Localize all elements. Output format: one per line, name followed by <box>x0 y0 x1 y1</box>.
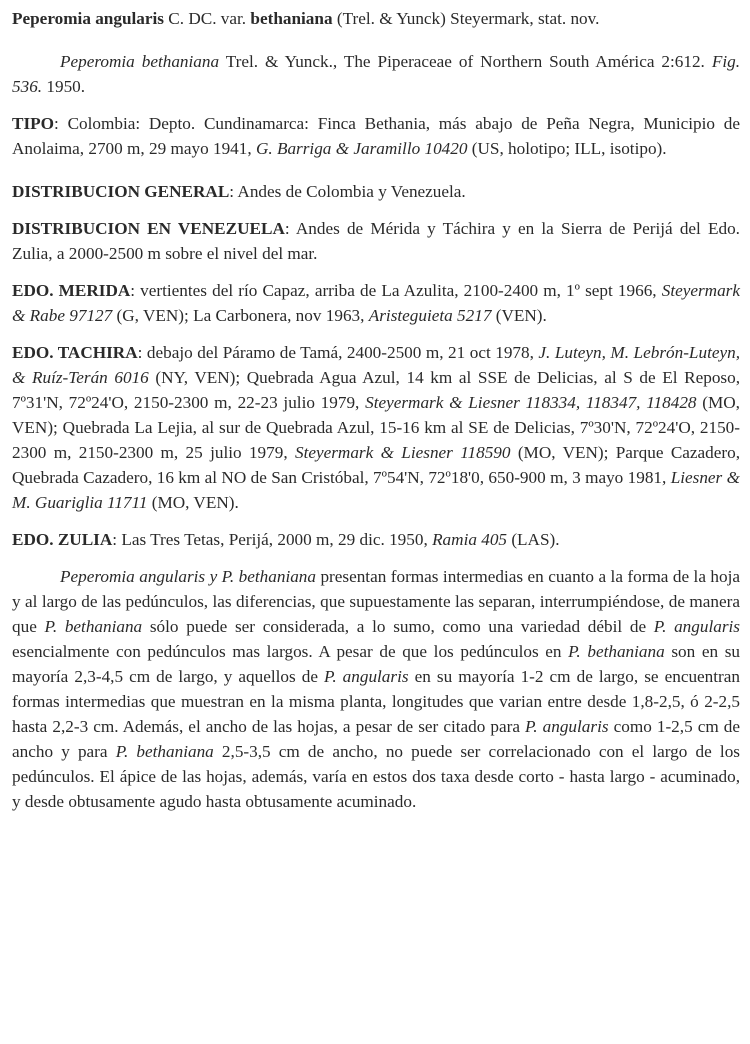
basionym-paragraph <box>12 49 740 99</box>
tachira-text: : debajo del Páramo de Tamá, 2400-2500 m, 21 oct 1978, <box>137 343 539 362</box>
tipo-herbaria: (US, holotipo; ILL, isotipo). <box>467 139 667 158</box>
discussion-text: son en su mayoría 2,3-4,5 cm de largo, y aquellos de <box>12 642 740 686</box>
dist-venezuela-label: DISTRIBUCION EN VENEZUELA <box>12 219 285 238</box>
tachira-collector: Liesner & M. Guariglia 11711 <box>12 468 740 512</box>
discussion-taxon: P. bethaniana <box>115 742 214 761</box>
discussion-text: como 1-2,5 cm de ancho y para <box>12 717 741 761</box>
heading-rest: (Trel. & Yunck) Steyermark, stat. nov. <box>332 9 600 28</box>
tachira-text: (MO, VEN); Quebrada La Lejia, al sur de Quebrada Azul, 15-16 km al SE de Delicias, 7º30'N, 72º24'O, 2150-2300 m, 2150-2300 m, 25 julio 1979, <box>12 393 740 462</box>
dist-venezuela-text: : Andes de Mérida y Táchira y en la Sierra de Perijá del Edo. Zulia, a 2000-2500 m sobre el nivel del mar. <box>12 219 740 263</box>
zulia-text: : Las Tres Tetas, Perijá, 2000 m, 29 dic. 1950, <box>112 530 433 549</box>
discussion-text: 2,5-3,5 cm de ancho, no puede ser correlacionado con el largo de los pedúnculos. El ápice de las hojas, además, varía en estos dos taxa desde corto - hasta largo - acuminado, y desde obtusamente agudo hasta obtusamente acuminado. <box>12 742 740 811</box>
dist-general-label: DISTRIBUCION GENERAL <box>12 182 230 201</box>
merida-paragraph <box>12 278 740 328</box>
tachira-text: (MO, VEN); Parque Cazadero, Quebrada Cazadero, 16 km al NO de San Cristóbal, 7º54'N, 72º18'0, 650-900 m, 3 mayo 1981, <box>12 443 740 487</box>
zulia-collector: Ramia 405 <box>432 530 508 549</box>
document-page <box>12 6 740 814</box>
discussion-taxon: Peperomia angularis y P. bethaniana <box>60 567 316 586</box>
zulia-paragraph <box>12 527 740 552</box>
discussion-taxon: P. angularis <box>653 617 740 636</box>
merida-collector: Aristeguieta 5217 <box>368 306 492 325</box>
tachira-collector: Steyermark & Liesner 118334, 118347, 118428 <box>365 393 697 412</box>
discussion-text: presentan formas intermedias en cuanto a la forma de la hoja y al largo de las pedúnculos, las diferencias, que supuestamente las separan, interrumpiéndose, de manera que <box>12 567 740 636</box>
discussion-text: esencialmente con pedúnculos mas largos. A pesar de que los pedúnculos en <box>12 642 569 661</box>
variety-name: bethaniana <box>250 9 333 28</box>
dist-general-text: : Andes de Colombia y Venezuela. <box>229 182 466 201</box>
zulia-text: (LAS). <box>507 530 560 549</box>
tachira-text: (MO, VEN). <box>147 493 239 512</box>
merida-label: EDO. MERIDA <box>12 281 131 300</box>
dist-venezuela-paragraph <box>12 216 740 266</box>
merida-text: : vertientes del río Capaz, arriba de La Azulita, 2100-2400 m, 1º sept 1966, <box>130 281 662 300</box>
tachira-collector: J. Luteyn, M. Lebrón-Luteyn, & Ruíz-Terán 6016 <box>12 343 740 387</box>
tipo-label: TIPO <box>12 114 55 133</box>
zulia-label: EDO. ZULIA <box>12 530 113 549</box>
species-name: Peperomia angularis <box>12 9 164 28</box>
tachira-text: (NY, VEN); Quebrada Agua Azul, 14 km al SSE de Delicias, al S de El Reposo, 7º31'N, 72º24'O, 2150-2300 m, 22-23 julio 1979, <box>12 368 740 412</box>
discussion-text: en su mayoría 1-2 cm de largo, se encuentran formas intermedias que muestran en la misma planta, longitudes que varian entre desde 1,8-2,5, ó 2-2,5 hasta 2,2-3 cm. Además, el ancho de las hojas, a pesar de ser citado para <box>12 667 740 736</box>
dist-general-paragraph <box>12 179 740 204</box>
species-author: C. DC. var. <box>163 9 251 28</box>
discussion-text: sólo puede ser considerada, a lo sumo, como una variedad débil de <box>142 617 654 636</box>
discussion-taxon: P. bethaniana <box>568 642 665 661</box>
discussion-paragraph <box>12 564 740 814</box>
tachira-label: EDO. TACHIRA <box>12 343 138 362</box>
tachira-paragraph <box>12 340 740 515</box>
discussion-taxon: P. angularis <box>324 667 409 686</box>
tipo-text: : Colombia: Depto. Cundinamarca: Finca Bethania, más abajo de Peña Negra, Municipio de Anolaima, 2700 m, 29 mayo 1941, <box>12 114 740 158</box>
merida-text: (G, VEN); La Carbonera, nov 1963, <box>112 306 369 325</box>
discussion-taxon: P. angularis <box>525 717 609 736</box>
tipo-collector: G. Barriga & Jaramillo 10420 <box>255 139 468 158</box>
tipo-paragraph <box>12 111 740 161</box>
basionym-year: 1950. <box>42 77 86 96</box>
tachira-collector: Steyermark & Liesner 118590 <box>294 443 511 462</box>
merida-collector: Steyermark & Rabe 97127 <box>12 281 740 325</box>
merida-text: (VEN). <box>491 306 547 325</box>
basionym-figure: Fig. 536. <box>12 52 740 96</box>
discussion-taxon: P. bethaniana <box>44 617 143 636</box>
basionym-name: Peperomia bethaniana <box>60 52 220 71</box>
species-heading <box>12 6 740 31</box>
basionym-text: Trel. & Yunck., The Piperaceae of Northern South América 2:612. <box>219 52 712 71</box>
